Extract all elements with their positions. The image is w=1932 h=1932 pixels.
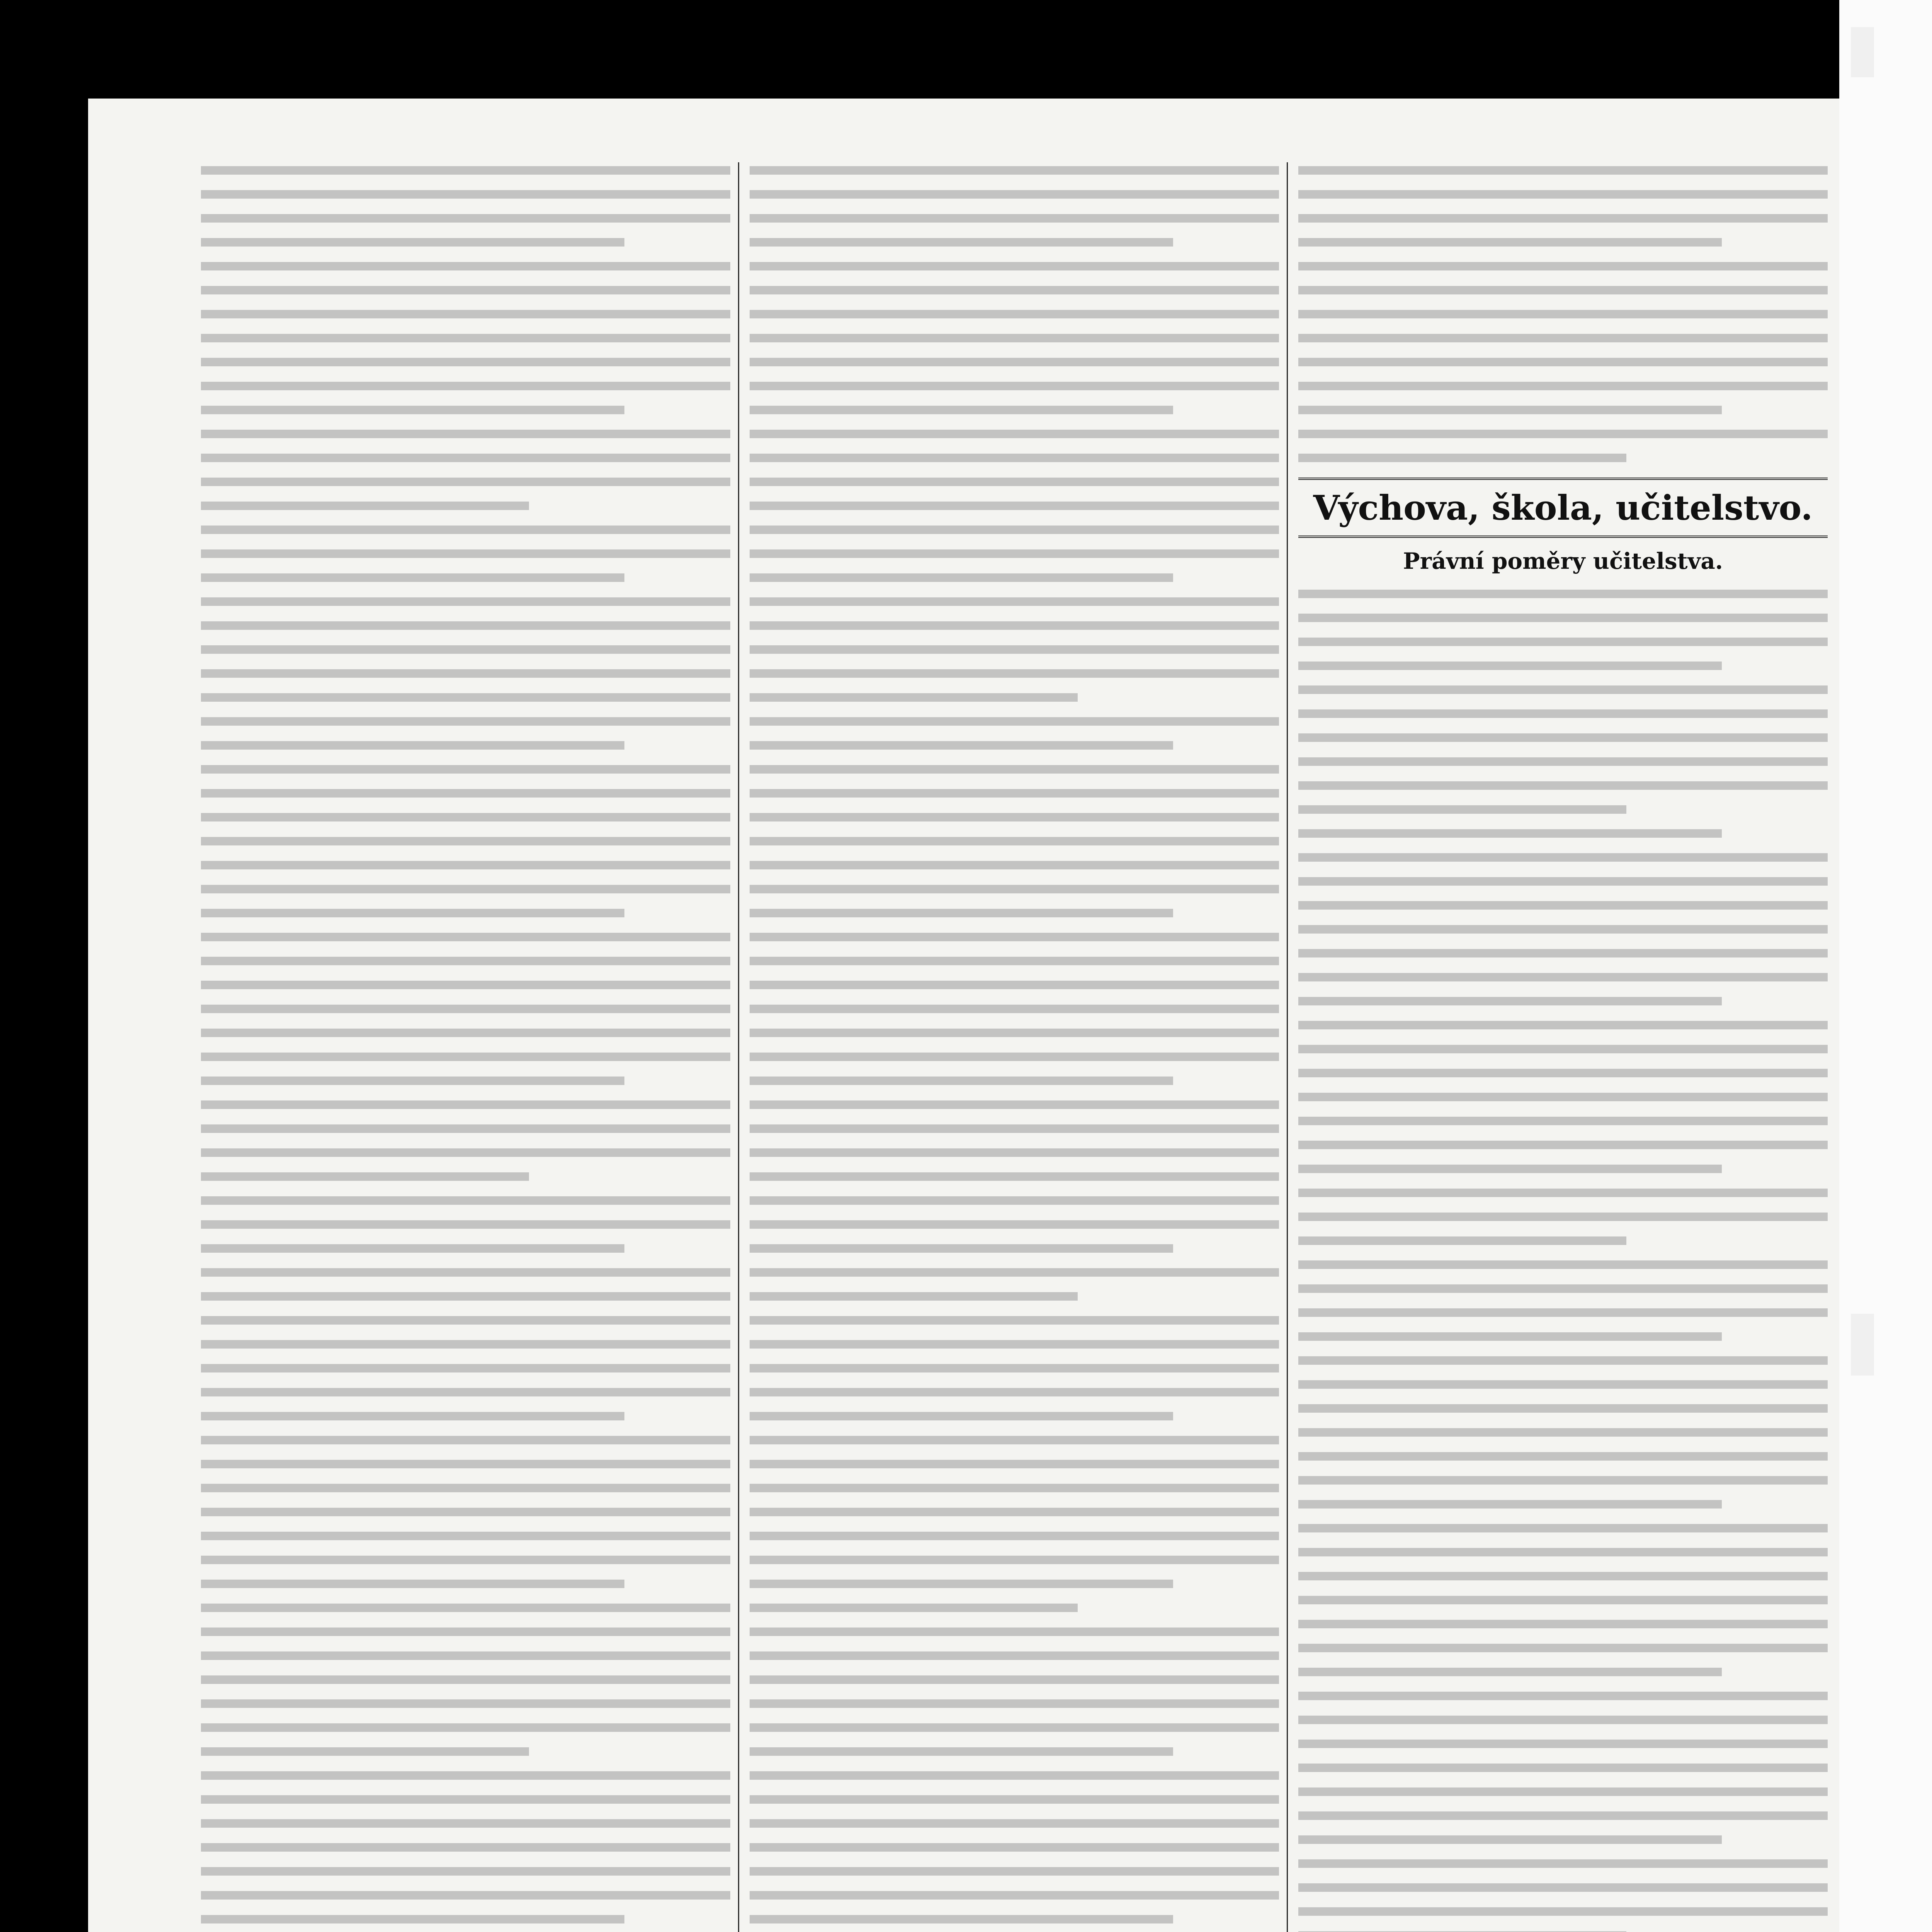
text-line (201, 1196, 730, 1205)
text-line (750, 861, 1279, 869)
text-line (750, 1771, 1279, 1780)
text-line (201, 1580, 624, 1588)
text-line (201, 549, 730, 558)
text-line (1298, 805, 1626, 814)
text-line (201, 861, 730, 869)
text-line (750, 1077, 1173, 1085)
text-line (750, 454, 1279, 462)
text-line (1298, 1428, 1828, 1437)
text-line (1298, 214, 1828, 223)
text-line (1298, 1260, 1828, 1269)
text-line (201, 454, 730, 462)
text-line (750, 957, 1279, 965)
text-line (1298, 1644, 1828, 1652)
text-line (1298, 1380, 1828, 1389)
text-line (201, 693, 730, 702)
text-line (1298, 1668, 1722, 1676)
text-line (750, 1580, 1173, 1588)
text-line (750, 1029, 1279, 1037)
text-line (750, 382, 1279, 390)
text-line (1298, 238, 1722, 247)
text-line (201, 430, 730, 438)
text-line (201, 1843, 730, 1852)
text-line (1298, 1859, 1828, 1868)
text-line (1298, 1572, 1828, 1580)
text-line (201, 214, 730, 223)
text-line (201, 1268, 730, 1277)
text-line (750, 1867, 1279, 1876)
text-line (201, 1292, 730, 1301)
text-line (201, 334, 730, 342)
text-line (750, 789, 1279, 798)
text-line (750, 573, 1173, 582)
text-line (201, 645, 730, 654)
text-line (201, 933, 730, 941)
text-line (750, 1795, 1279, 1804)
text-line (1298, 1284, 1828, 1293)
text-line (1298, 1452, 1828, 1461)
text-line (750, 1891, 1279, 1900)
section-subheading: Právní poměry učitelstva. (1403, 548, 1723, 574)
text-line (750, 1460, 1279, 1468)
text-line (1298, 190, 1828, 199)
text-line (1298, 757, 1828, 766)
text-line (750, 765, 1279, 774)
text-line (1298, 1141, 1828, 1149)
text-line (750, 1340, 1279, 1349)
text-line (750, 502, 1279, 510)
text-line (1298, 949, 1828, 957)
text-line (1298, 1740, 1828, 1748)
text-line (201, 1005, 730, 1013)
column-1-text (201, 166, 730, 1932)
text-line (1298, 662, 1722, 670)
text-line (201, 262, 730, 270)
text-line (750, 214, 1279, 223)
text-line (1298, 614, 1828, 622)
text-line (1298, 733, 1828, 742)
text-line (201, 1556, 730, 1564)
text-line (750, 693, 1078, 702)
text-line (750, 1436, 1279, 1444)
text-line (201, 1100, 730, 1109)
text-line (750, 933, 1279, 941)
text-line (201, 478, 730, 486)
text-line (201, 190, 730, 199)
text-line (750, 190, 1279, 199)
text-line (201, 1412, 624, 1420)
text-line (201, 1747, 529, 1756)
text-line (750, 166, 1279, 175)
text-line (750, 1484, 1279, 1492)
text-line (201, 1244, 624, 1253)
text-line (750, 334, 1279, 342)
text-line (1298, 1716, 1828, 1724)
text-line (201, 1532, 730, 1540)
text-line (201, 502, 529, 510)
text-line (201, 981, 730, 989)
text-line (1298, 1500, 1722, 1509)
text-line (1298, 166, 1828, 175)
column-rule (738, 162, 739, 1932)
text-line (201, 1436, 730, 1444)
text-line (750, 1316, 1279, 1325)
text-line (1298, 286, 1828, 294)
text-line (1298, 1093, 1828, 1101)
text-line (201, 1364, 730, 1372)
text-line (1298, 1907, 1828, 1916)
text-line (1298, 1811, 1828, 1820)
text-line (201, 1460, 730, 1468)
text-line (1298, 430, 1828, 438)
text-line (1298, 1835, 1722, 1844)
text-line (750, 1244, 1173, 1253)
text-line (750, 1556, 1279, 1564)
text-line (1298, 1308, 1828, 1317)
text-line (201, 669, 730, 678)
text-line (1298, 1189, 1828, 1197)
text-line (750, 621, 1279, 630)
text-line (201, 1340, 730, 1349)
text-line (750, 478, 1279, 486)
text-line (1298, 997, 1722, 1005)
text-line (1298, 1213, 1828, 1221)
text-line (750, 1005, 1279, 1013)
text-line (1298, 1476, 1828, 1485)
text-line (201, 1891, 730, 1900)
text-line (201, 382, 730, 390)
text-line (201, 837, 730, 845)
text-line (1298, 925, 1828, 934)
text-line (750, 1268, 1279, 1277)
text-line (750, 1100, 1279, 1109)
text-line (750, 526, 1279, 534)
column-2-text (750, 166, 1279, 1932)
text-line (1298, 382, 1828, 390)
text-line (1298, 1883, 1828, 1892)
text-line (201, 1867, 730, 1876)
text-line (750, 1364, 1279, 1372)
text-line (201, 1388, 730, 1396)
text-line (750, 1532, 1279, 1540)
text-line (1298, 1165, 1722, 1173)
text-line (1298, 1332, 1722, 1341)
text-line (201, 1029, 730, 1037)
text-line (201, 1172, 529, 1181)
text-line (750, 645, 1279, 654)
text-line (201, 1675, 730, 1684)
text-line (750, 1723, 1279, 1732)
text-line (1298, 1236, 1626, 1245)
text-line (1298, 1620, 1828, 1628)
text-line (1298, 310, 1828, 318)
text-line (750, 358, 1279, 366)
text-line (201, 1795, 730, 1804)
text-line (1298, 877, 1828, 886)
text-line (201, 1819, 730, 1828)
text-line (1298, 853, 1828, 862)
text-line (750, 286, 1279, 294)
text-line (201, 957, 730, 965)
text-line (1298, 781, 1828, 790)
text-line (1298, 1692, 1828, 1700)
text-line (750, 1220, 1279, 1229)
text-line (201, 1699, 730, 1708)
text-line (750, 669, 1279, 678)
text-line (1298, 262, 1828, 270)
text-line (201, 526, 730, 534)
text-line (750, 1196, 1279, 1205)
text-line (201, 1915, 624, 1923)
text-line (201, 1628, 730, 1636)
text-line (750, 1675, 1279, 1684)
text-line (750, 1843, 1279, 1852)
text-line (201, 1053, 730, 1061)
text-line (201, 789, 730, 798)
text-line (750, 741, 1173, 750)
text-line (1298, 901, 1828, 910)
text-line (201, 358, 730, 366)
text-line (750, 717, 1279, 726)
registration-mark (1851, 27, 1874, 77)
text-line (750, 262, 1279, 270)
text-line (201, 406, 624, 414)
text-line (201, 1220, 730, 1229)
text-line (1298, 1069, 1828, 1077)
text-line (201, 885, 730, 893)
text-line (750, 1747, 1173, 1756)
text-line (1298, 1045, 1828, 1053)
text-line (201, 573, 624, 582)
text-line (1298, 1404, 1828, 1413)
text-line (201, 813, 730, 821)
text-line (750, 1699, 1279, 1708)
text-line (750, 885, 1279, 893)
text-line (201, 238, 624, 247)
text-line (201, 717, 730, 726)
text-line (750, 1508, 1279, 1516)
text-line (1298, 1764, 1828, 1772)
text-line (750, 1124, 1279, 1133)
text-line (201, 1148, 730, 1157)
text-line (750, 1915, 1173, 1923)
column-3 (1298, 166, 1828, 1932)
text-line (201, 286, 730, 294)
text-line (1298, 1117, 1828, 1125)
text-line (201, 1604, 730, 1612)
text-line (201, 621, 730, 630)
text-line (201, 1484, 730, 1492)
text-line (1298, 973, 1828, 981)
text-line (750, 813, 1279, 821)
text-line (1298, 685, 1828, 694)
text-line (1298, 638, 1828, 646)
column-3-top-text (1298, 166, 1828, 462)
text-line (201, 166, 730, 175)
text-line (1298, 358, 1828, 366)
text-line (201, 597, 730, 606)
text-line (750, 981, 1279, 989)
text-line (750, 909, 1173, 917)
text-line (750, 1819, 1279, 1828)
section-body-text (1298, 590, 1828, 1932)
text-line (750, 1604, 1078, 1612)
page-edge-margin (1839, 0, 1932, 1932)
text-line (750, 1053, 1279, 1061)
text-line (750, 837, 1279, 845)
text-line (750, 1651, 1279, 1660)
text-line (1298, 1596, 1828, 1604)
text-line (750, 310, 1279, 318)
text-line (750, 1412, 1173, 1420)
text-line (201, 741, 624, 750)
text-line (201, 1771, 730, 1780)
text-line (1298, 1787, 1828, 1796)
text-line (750, 430, 1279, 438)
text-line (750, 1148, 1279, 1157)
text-line (750, 1292, 1078, 1301)
text-line (1298, 1524, 1828, 1532)
text-line (1298, 454, 1626, 462)
text-line (1298, 709, 1828, 718)
column-rule (1287, 162, 1288, 1932)
text-line (201, 1077, 624, 1085)
text-line (750, 238, 1173, 247)
text-line (201, 1508, 730, 1516)
text-line (1298, 406, 1722, 414)
text-line (1298, 1021, 1828, 1029)
registration-mark (1851, 1314, 1874, 1376)
text-line (1298, 1548, 1828, 1556)
text-line (201, 1316, 730, 1325)
text-line (750, 406, 1173, 414)
text-line (201, 1124, 730, 1133)
text-line (1298, 590, 1828, 598)
text-line (1298, 334, 1828, 342)
text-line (201, 310, 730, 318)
text-line (750, 549, 1279, 558)
text-line (750, 1628, 1279, 1636)
section-heading: Výchova, škola, učitelstvo. (1298, 478, 1828, 538)
text-line (750, 597, 1279, 606)
text-line (201, 1651, 730, 1660)
text-line (750, 1388, 1279, 1396)
text-line (750, 1172, 1279, 1181)
text-line (201, 1723, 730, 1732)
text-line (201, 765, 730, 774)
text-line (1298, 1356, 1828, 1365)
text-line (1298, 829, 1722, 838)
text-line (201, 909, 624, 917)
